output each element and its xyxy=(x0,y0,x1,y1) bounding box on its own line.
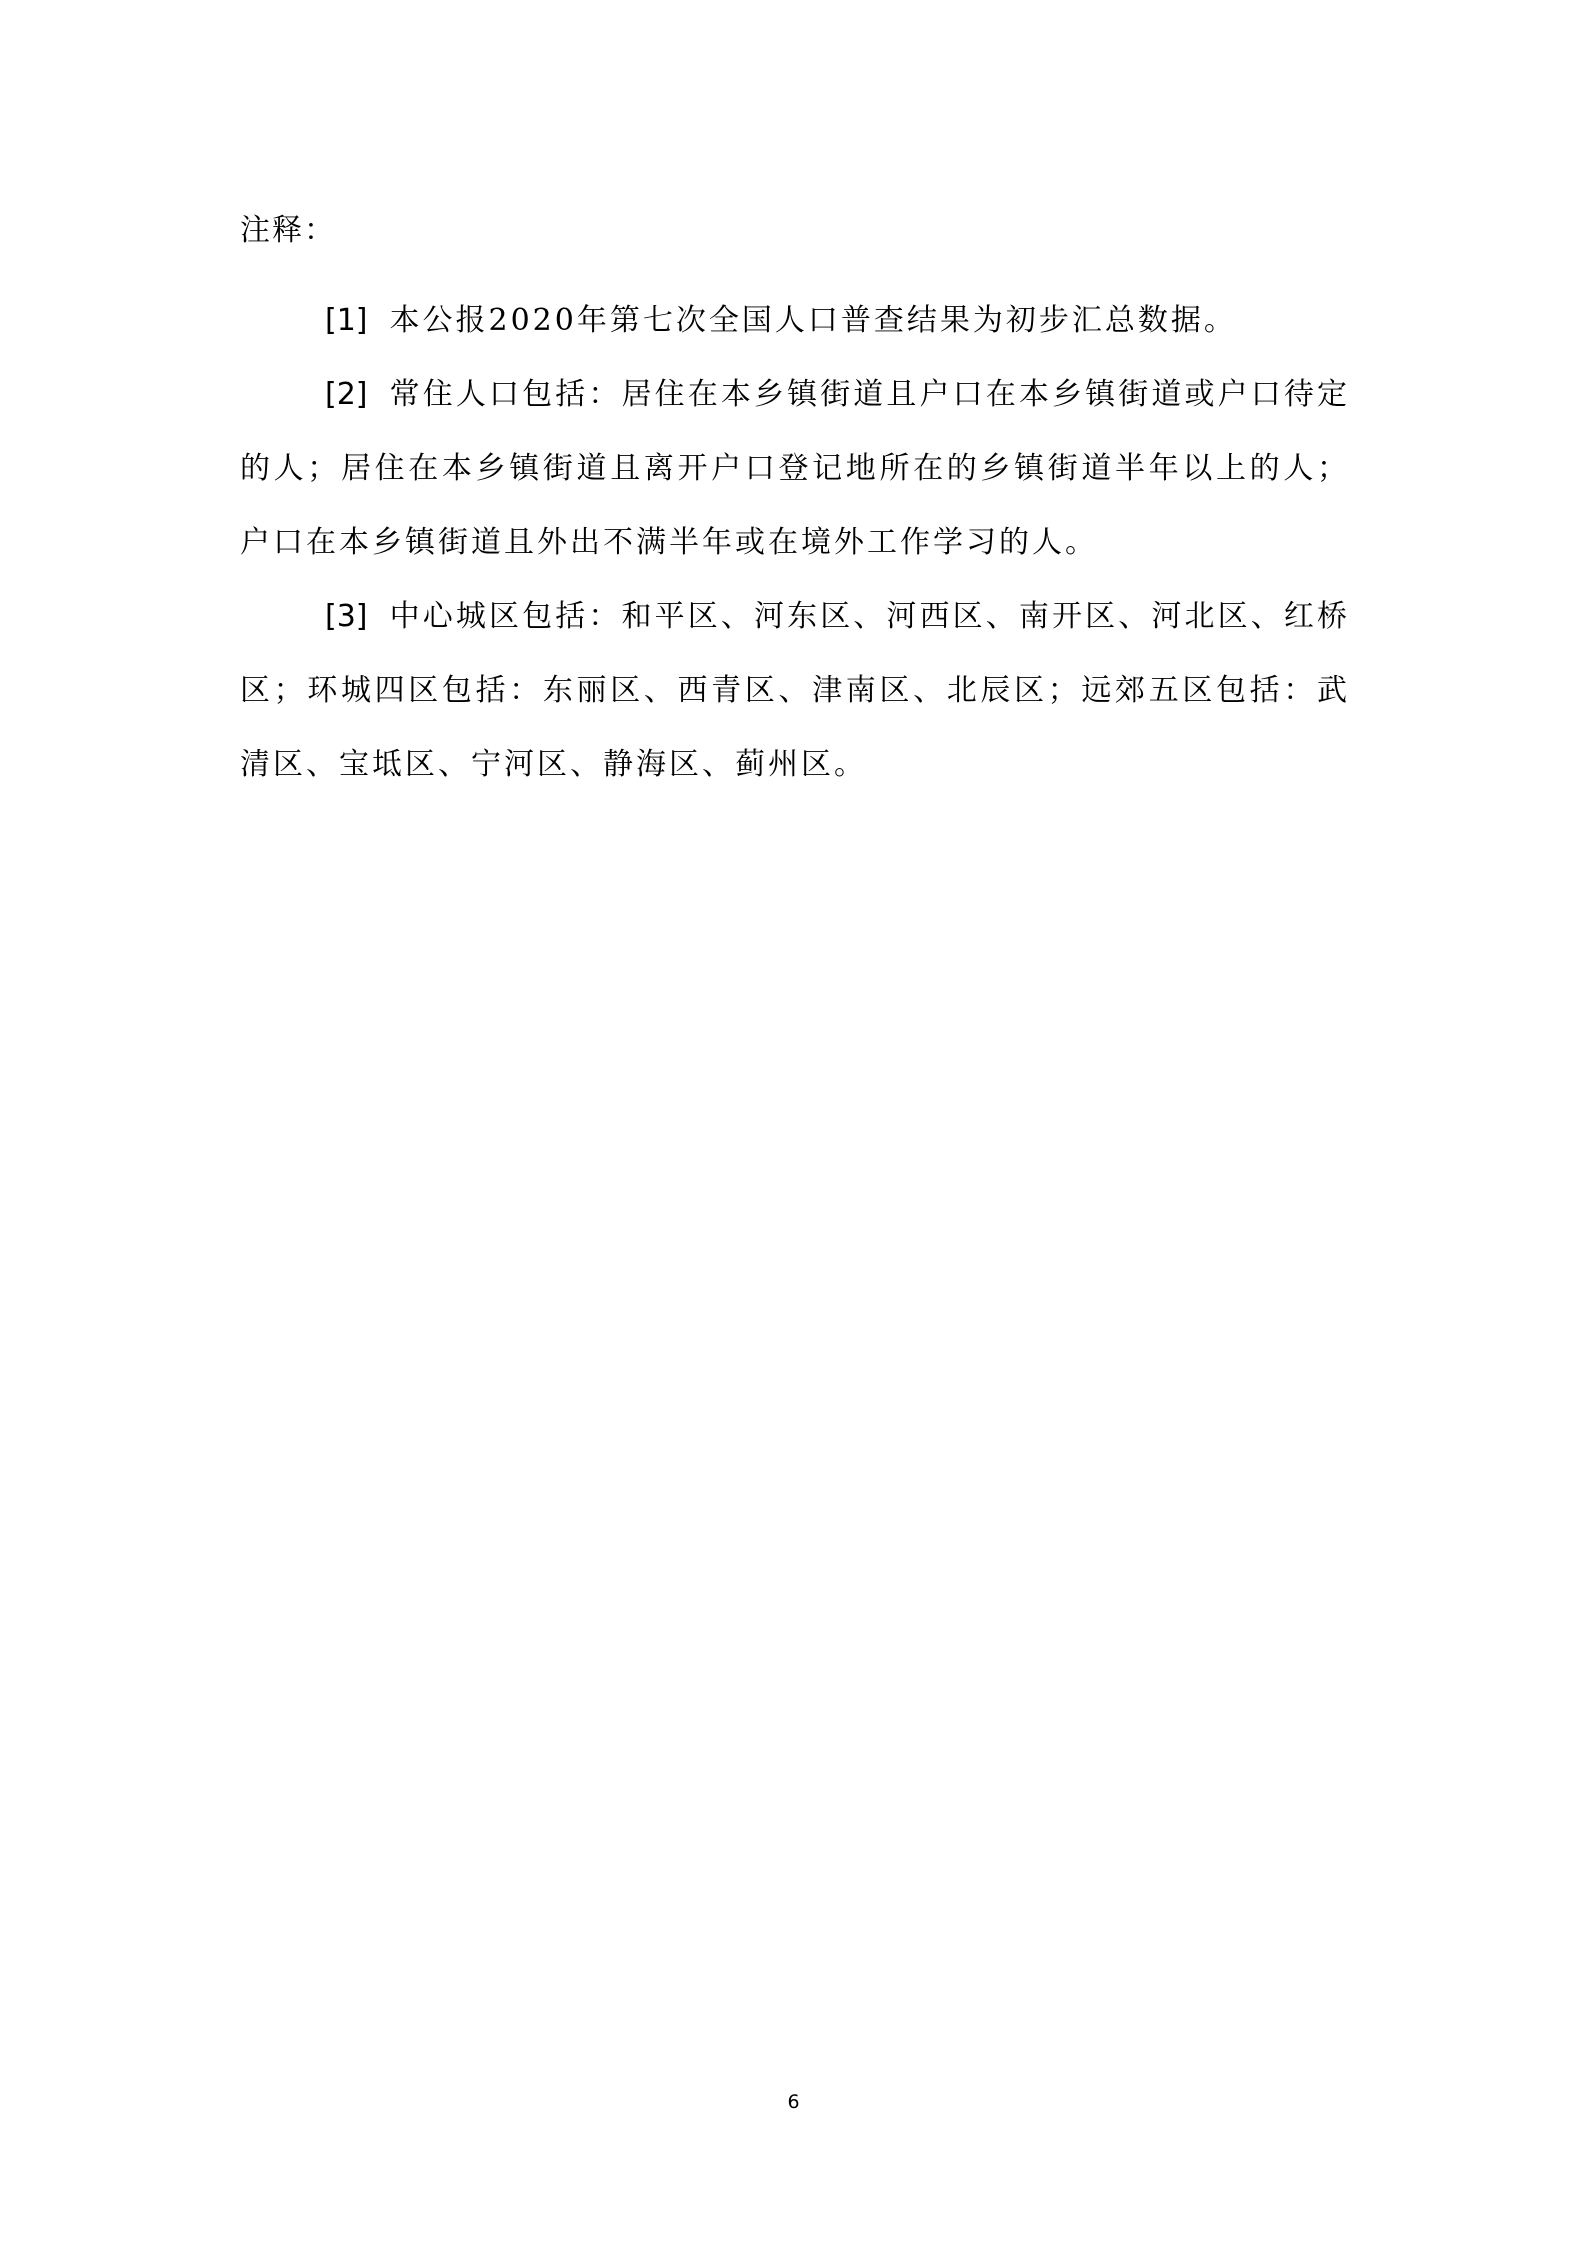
note-3 xyxy=(240,580,1350,802)
note-marker: [3] xyxy=(325,599,368,634)
page-number: 6 xyxy=(787,2091,800,2113)
note-marker: [1] xyxy=(325,303,368,338)
note-text: 本公报2020年第七次全国人口普查结果为初步汇总数据。 xyxy=(389,303,1237,338)
note-text: 中心城区包括：和平区、河东区、河西区、南开区、河北区、红桥区；环城四区包括：东丽区、西青区、津南区、北辰区；远郊五区包括：武清区、宝坻区、宁河区、静海区、蓟州区。 xyxy=(240,599,1350,782)
note-2 xyxy=(240,358,1350,580)
note-text: 常住人口包括：居住在本乡镇街道且户口在本乡镇街道或户口待定的人；居住在本乡镇街道且离开户口登记地所在的乡镇街道半年以上的人；户口在本乡镇街道且外出不满半年或在境外工作学习的人。 xyxy=(240,377,1350,560)
notes-section xyxy=(240,210,1350,802)
note-1 xyxy=(240,284,1350,358)
notes-heading: 注释： xyxy=(240,213,336,248)
note-marker: [2] xyxy=(325,377,368,412)
